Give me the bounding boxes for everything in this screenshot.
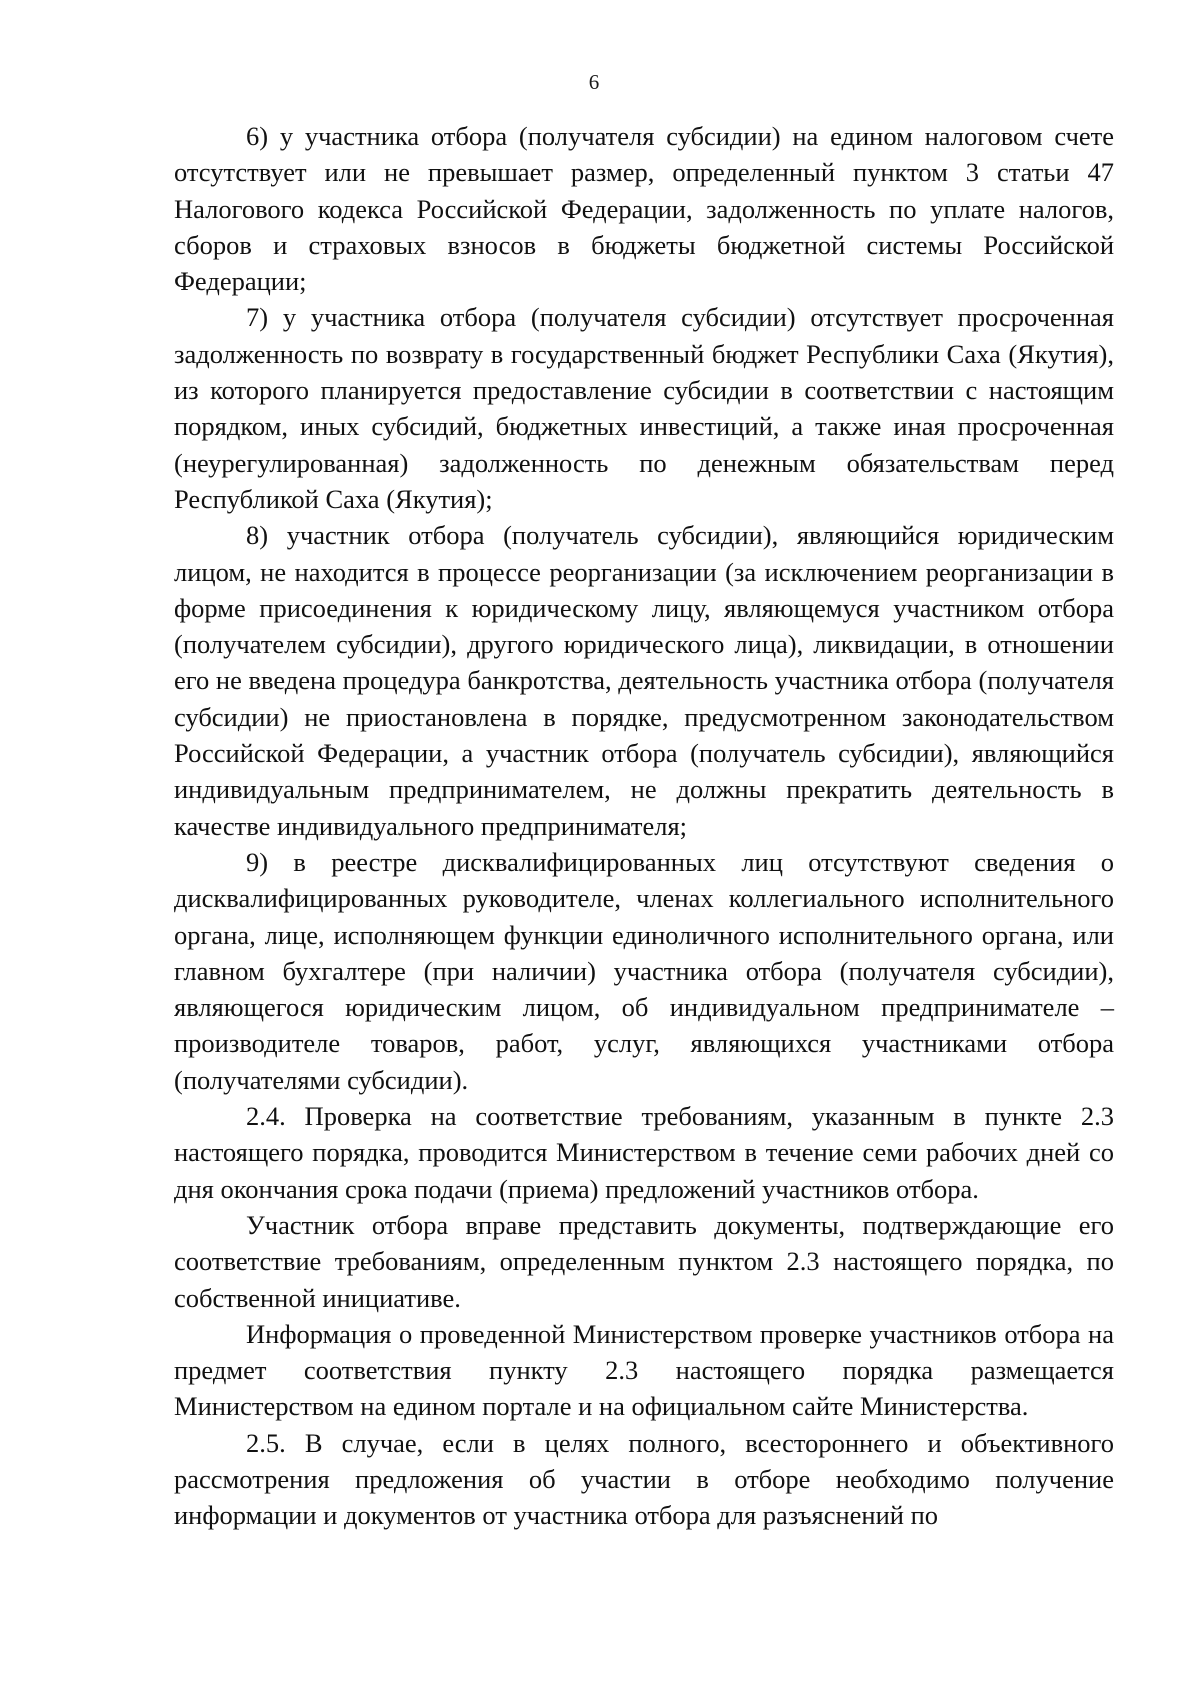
paragraph-item-9: 9) в реестре дисквалифицированных лиц отсутствуют сведения о дисквалифицированных руководителе, членах коллегиального исполнительного органа, лице, исполняющем функции единоличного исполнительного органа, или главном бухгалтере (при наличии) участника отбора (получателя субсидии), являющегося юридическим лицом, об индивидуальном предпринимателе – производителе товаров, работ, услуг, являющихся участниками отбора (получателями субсидии). [174,846,1114,1095]
paragraph-participant-documents: Участник отбора вправе представить документы, подтверждающие его соответствие требованиям, определенным пунктом 2.3 настоящего порядка, по собственной инициативе. [174,1209,1114,1313]
paragraph-check-information: Информация о проведенной Министерством проверке участников отбора на предмет соответствия пункту 2.3 настоящего порядка размещается Министерством на едином портале и на официальном сайте Министерства. [174,1318,1114,1422]
paragraph-item-8: 8) участник отбора (получатель субсидии), являющийся юридическим лицом, не находится в процессе реорганизации (за исключением реорганизации в форме присоединения к юридическому лицу, являющемуся участником отбора (получателем субсидии), другого юридического лица), ликвидации, в отношении его не введена процедура банкротства, деятельность участника отбора (получателя субсидии) не приостановлена в порядке, предусмотренном законодательством Российской Федерации, а участник отбора (получатель субсидии), являющийся индивидуальным предпринимателем, не должны прекратить деятельность в качестве индивидуального предпринимателя; [174,520,1114,841]
paragraph-item-7: 7) у участника отбора (получателя субсидии) отсутствует просроченная задолженность по возврату в государственный бюджет Республики Саха (Якутия), из которого планируется предоставление субсидии в соответствии с настоящим порядком, иных субсидий, бюджетных инвестиций, а также иная просроченная (неурегулированная) задолженность по денежным обязательствам перед Республикой Саха (Якутия); [174,302,1114,514]
paragraph-item-6: 6) у участника отбора (получателя субсидии) на едином налоговом счете отсутствует или не превышает размер, определенный пунктом 3 статьи 47 Налогового кодекса Российской Федерации, задолженность по уплате налогов, сборов и страховых взносов в бюджеты бюджетной системы Российской Федерации; [174,121,1114,297]
paragraph-clause-2-5: 2.5. В случае, если в целях полного, всестороннего и объективного рассмотрения предложения об участии в отборе необходимо получение информации и документов от участника отбора для разъяснений по [174,1427,1114,1531]
paragraph-clause-2-4: 2.4. Проверка на соответствие требованиям, указанным в пункте 2.3 настоящего порядка, проводится Министерством в течение семи рабочих дней со дня окончания срока подачи (приема) предложений участников отбора. [174,1101,1114,1204]
page-number: 6 [588,70,600,94]
document-body [174,118,1114,1534]
